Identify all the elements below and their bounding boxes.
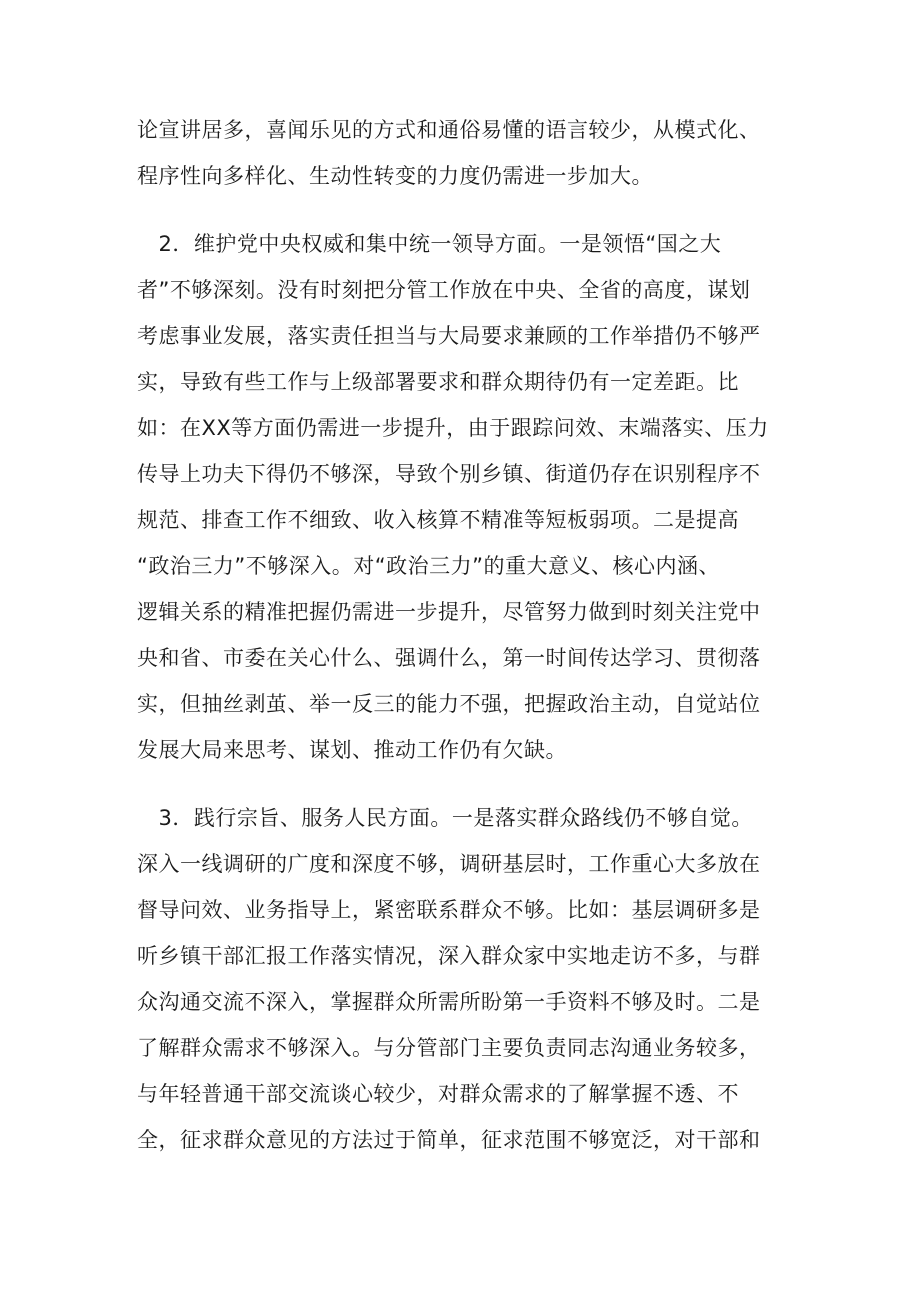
text-line: 全，征求群众意见的方法过于简单，征求范围不够宽泛，对干部和 [137, 1128, 761, 1152]
text-line: 考虑事业发展，落实责任担当与大局要求兼顾的工作举措仍不够严 [137, 324, 761, 348]
text-line: 传导上功夫下得仍不够深，导致个别乡镇、街道仍存在识别程序不 [137, 462, 761, 486]
text-line: “政治三力”不够深入。对“政治三力”的重大意义、核心内涵、 [137, 554, 721, 578]
text-line: 众沟通交流不深入，掌握群众所需所盼第一手资料不够及时。二是 [137, 990, 761, 1014]
text-line: 督导问效、业务指导上，紧密联系群众不够。比如：基层调研多是 [137, 898, 761, 922]
text-line: 深入一线调研的广度和深度不够，调研基层时，工作重心大多放在 [137, 852, 761, 876]
text-line: 者”不够深刻。没有时刻把分管工作放在中央、全省的高度，谋划 [137, 278, 751, 302]
text-line: 了解群众需求不够深入。与分管部门主要负责同志沟通业务较多， [137, 1036, 761, 1060]
text-line: 实，导致有些工作与上级部署要求和群众期待仍有一定差距。比 [137, 370, 739, 394]
text-line: 程序性向多样化、生动性转变的力度仍需进一步加大。 [137, 164, 653, 188]
text-line: 听乡镇干部汇报工作落实情况，深入群众家中实地走访不多，与群 [137, 944, 761, 968]
text-line: 3．践行宗旨、服务人民方面。一是落实群众路线仍不够自觉。 [137, 806, 753, 830]
text-line: 规范、排查工作不细致、收入核算不精准等短板弱项。二是提高 [137, 508, 739, 532]
text-line: 逻辑关系的精准把握仍需进一步提升，尽管努力做到时刻关注党中 [137, 600, 761, 624]
paragraph-1 [137, 107, 777, 199]
text-line: 与年轻普通干部交流谈心较少，对群众需求的了解掌握不透、不 [137, 1082, 739, 1106]
paragraph-2 [137, 221, 777, 773]
text-line: 2．维护党中央权威和集中统一领导方面。一是领悟“国之大 [137, 232, 722, 256]
text-line: 央和省、市委在关心什么、强调什么，第一时间传达学习、贯彻落 [137, 646, 761, 670]
text-line: 如：在XX等方面仍需进一步提升，由于跟踪问效、末端落实、压力 [137, 416, 769, 440]
paragraph-3 [137, 795, 777, 1163]
text-line: 实，但抽丝剥茧、举一反三的能力不强，把握政治主动，自觉站位 [137, 692, 761, 716]
text-line: 论宣讲居多，喜闻乐见的方式和通俗易懂的语言较少，从模式化、 [137, 118, 761, 142]
text-line: 发展大局来思考、谋划、推动工作仍有欠缺。 [137, 738, 567, 762]
